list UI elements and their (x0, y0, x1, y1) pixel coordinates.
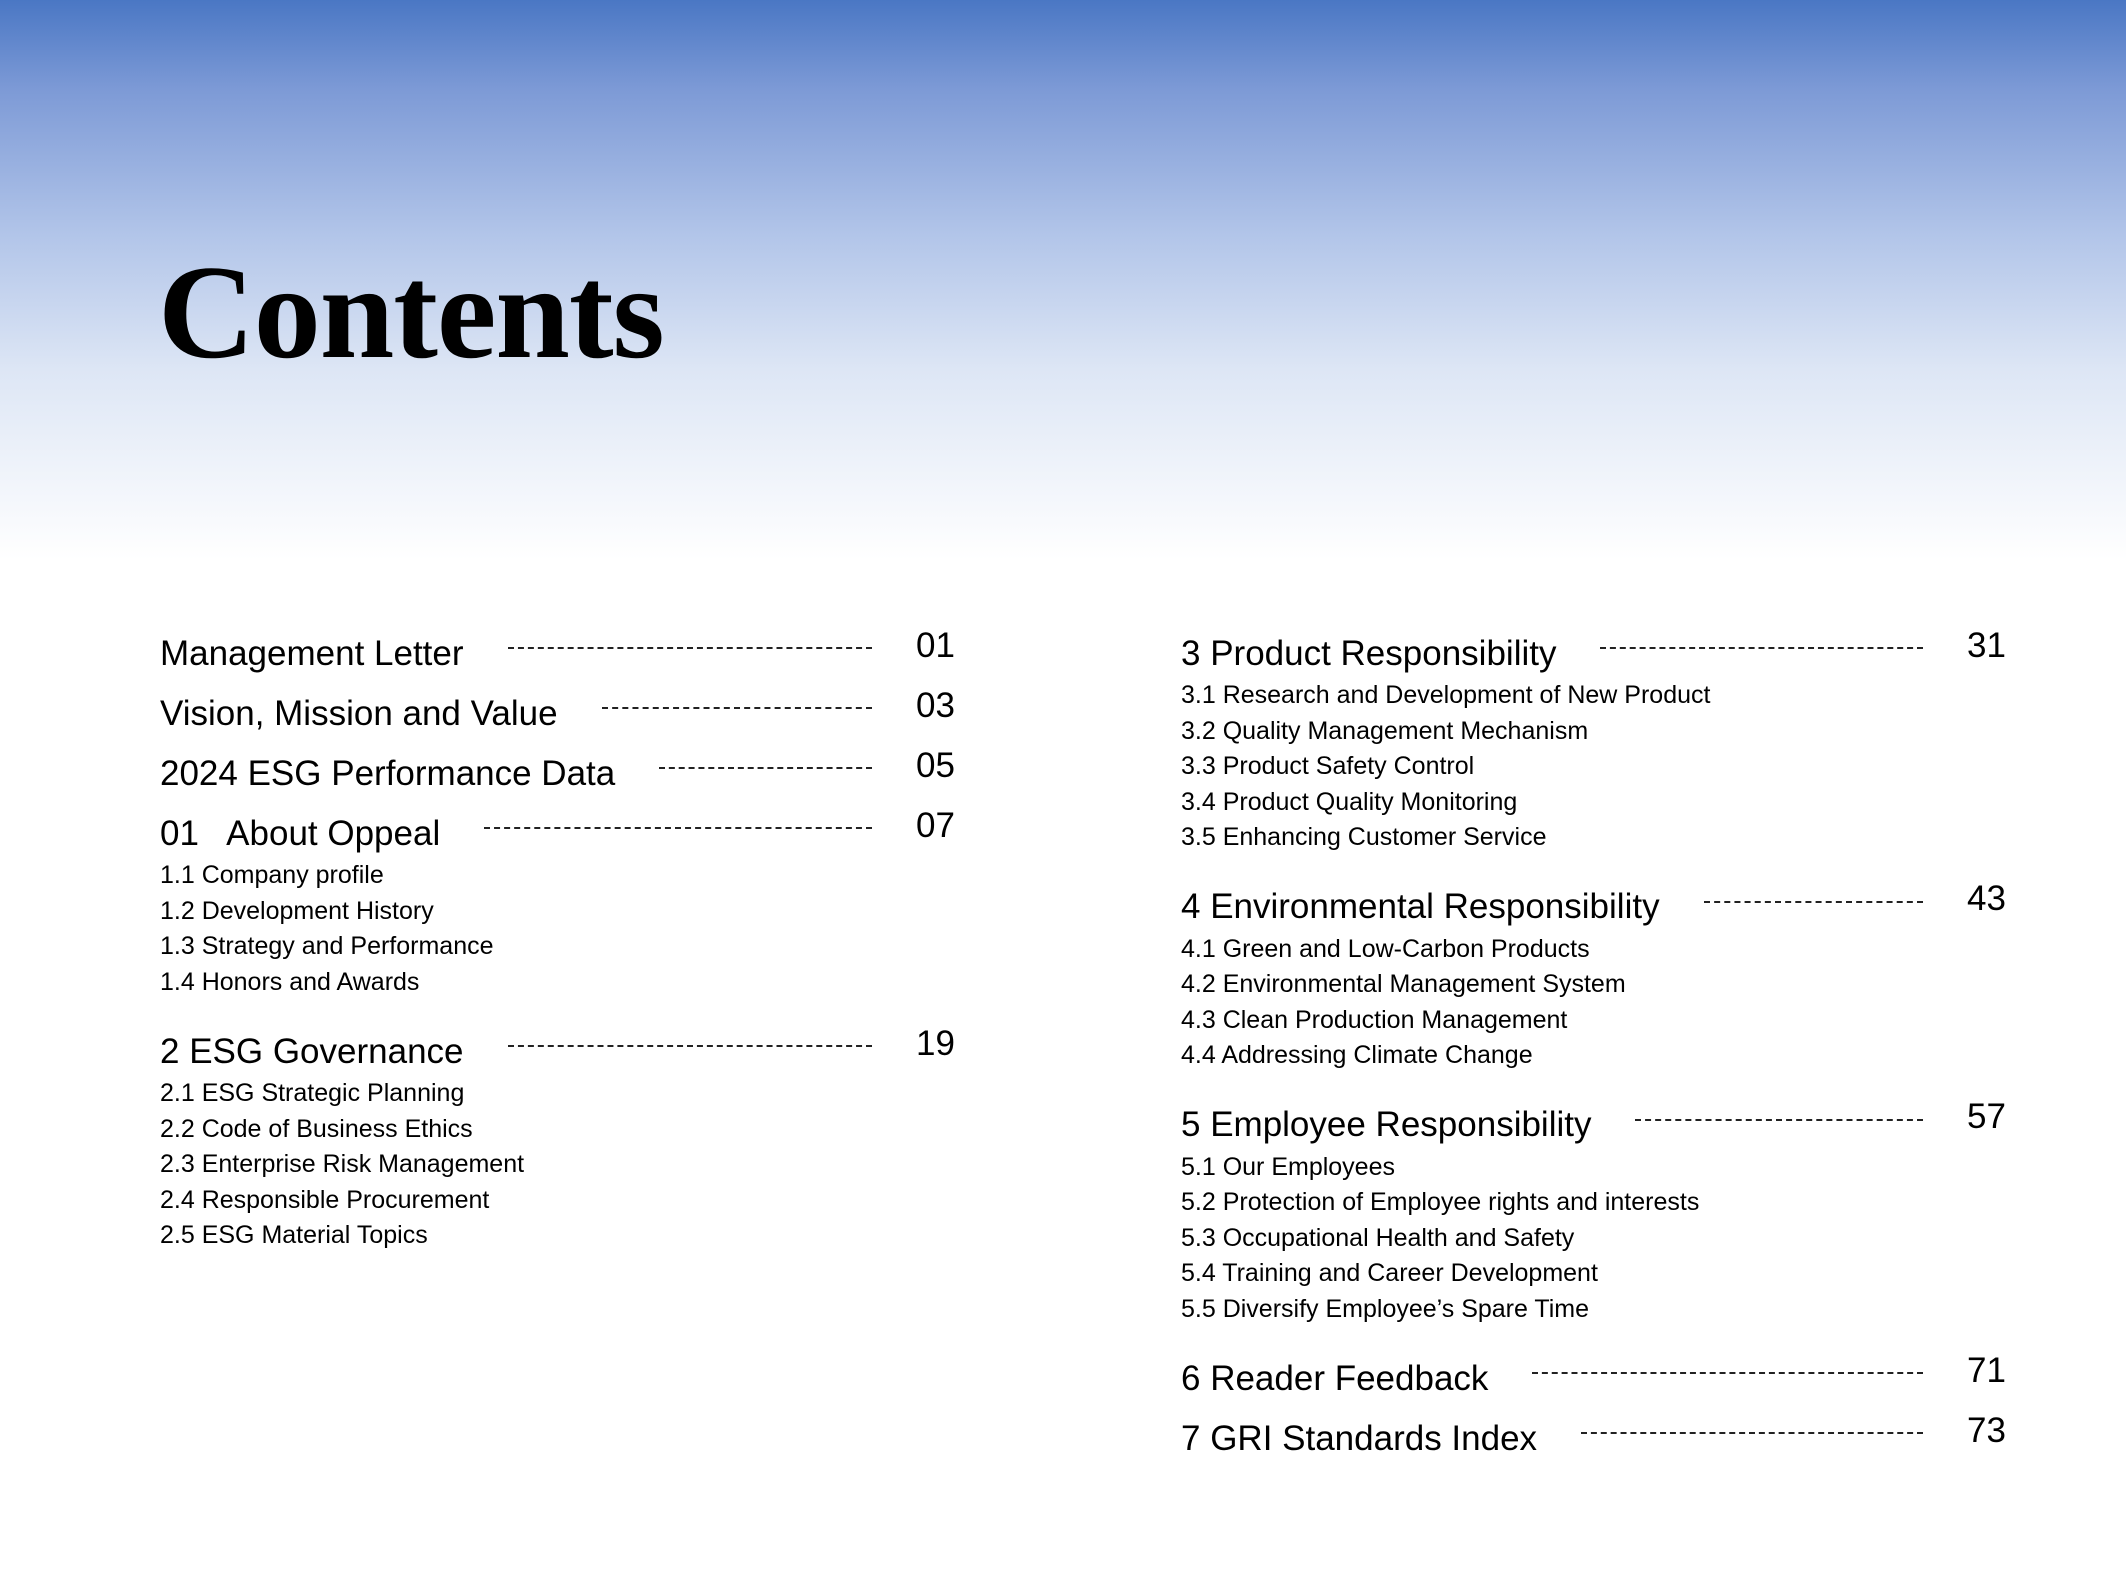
toc-page-number: 19 (916, 1023, 955, 1063)
toc-subsection-item[interactable]: 2.3 Enterprise Risk Management (160, 1150, 525, 1178)
toc-subsection-item[interactable]: 4.1 Green and Low-Carbon Products (1181, 934, 1590, 963)
toc-subsection-item[interactable]: 2.2 Code of Business Ethics (160, 1114, 473, 1143)
dotted-leader (1635, 1119, 1923, 1121)
toc-section-management-letter[interactable] (160, 618, 960, 678)
toc-entry-title[interactable]: 6 Reader Feedback (1181, 1358, 1489, 1398)
toc-subsection-item[interactable]: 5.1 Our Employees (1181, 1152, 1395, 1181)
toc-subsection-list (160, 858, 960, 1000)
toc-section-reader-feedback[interactable] (1181, 1343, 2006, 1403)
toc-subsection-item[interactable]: 1.2 Development History (160, 896, 434, 925)
toc-entry[interactable] (1181, 1403, 2006, 1463)
toc-subsection-item[interactable]: 5.5 Diversify Employee’s Spare Time (1181, 1294, 1590, 1323)
toc-entry-title[interactable]: Vision, Mission and Value (160, 693, 558, 733)
spacer (1181, 856, 1981, 872)
toc-subsection-item[interactable]: 3.1 Research and Development of New Product (1181, 681, 1711, 709)
toc-page-number: 43 (1967, 879, 2006, 918)
toc-entry[interactable] (160, 678, 960, 738)
dotted-leader (1704, 901, 1923, 903)
toc-entry[interactable] (160, 1016, 960, 1076)
toc-subsection-item[interactable]: 4.3 Clean Production Management (1181, 1005, 1568, 1034)
toc-entry[interactable] (1181, 1090, 2006, 1150)
toc-page-number: 03 (916, 685, 955, 725)
toc-subsection-item[interactable]: 3.5 Enhancing Customer Service (1181, 823, 1547, 851)
toc-section-environmental-responsibility[interactable] (1181, 872, 2006, 1090)
toc-page-number: 57 (1967, 1097, 2006, 1136)
dotted-leader (602, 707, 872, 709)
toc-entry[interactable] (160, 798, 960, 858)
toc-subsection-list (1181, 678, 1981, 856)
dotted-leader (1600, 647, 1923, 649)
toc-subsection-list (160, 1076, 960, 1254)
toc-entry-title[interactable]: 5 Employee Responsibility (1181, 1105, 1592, 1144)
toc-page-number: 71 (1967, 1350, 2006, 1390)
toc-subsection-item[interactable]: 5.2 Protection of Employee rights and interests (1181, 1188, 1700, 1216)
spacer (1181, 1327, 1981, 1343)
toc-subsection-item[interactable]: 3.4 Product Quality Monitoring (1181, 787, 1518, 816)
toc-section-esg-governance[interactable] (160, 1016, 960, 1254)
toc-entry[interactable] (160, 738, 960, 798)
toc-subsection-list (1181, 932, 1981, 1074)
toc-subsection-item[interactable]: 3.3 Product Safety Control (1181, 752, 1475, 780)
toc-subsection-item[interactable]: 5.4 Training and Career Development (1181, 1259, 1598, 1287)
toc-page-number: 73 (1967, 1410, 2006, 1450)
toc-page-number: 05 (916, 745, 955, 785)
dotted-leader (508, 1045, 873, 1047)
toc-section-performance-data[interactable] (160, 738, 960, 798)
spacer (1181, 1074, 1981, 1090)
toc-entry-title[interactable]: Management Letter (160, 633, 464, 673)
dotted-leader (484, 827, 872, 829)
toc-subsection-item[interactable]: 1.4 Honors and Awards (160, 967, 420, 996)
page-title: Contents (158, 238, 664, 386)
toc-subsection-item[interactable]: 5.3 Occupational Health and Safety (1181, 1223, 1575, 1252)
toc-entry-title[interactable]: 2024 ESG Performance Data (160, 753, 616, 793)
dotted-leader (659, 767, 872, 769)
toc-subsection-item[interactable]: 4.4 Addressing Climate Change (1181, 1041, 1533, 1069)
toc-left-column (160, 618, 960, 1254)
toc-subsection-item[interactable]: 2.5 ESG Material Topics (160, 1221, 428, 1249)
toc-entry-title[interactable]: 01 About Oppeal (160, 813, 441, 853)
dotted-leader (1532, 1372, 1923, 1374)
toc-entry[interactable] (1181, 618, 2006, 678)
toc-entry[interactable] (1181, 1343, 2006, 1403)
toc-section-employee-responsibility[interactable] (1181, 1090, 2006, 1344)
dotted-leader (508, 647, 872, 649)
toc-entry-title[interactable]: 3 Product Responsibility (1181, 633, 1557, 673)
toc-right-column (1181, 618, 2006, 1463)
spacer (160, 1000, 960, 1016)
toc-subsection-item[interactable]: 2.4 Responsible Procurement (160, 1185, 490, 1214)
toc-entry[interactable] (160, 618, 960, 678)
toc-subsection-item[interactable]: 1.1 Company profile (160, 861, 384, 889)
toc-entry-title[interactable]: 2 ESG Governance (160, 1031, 464, 1071)
toc-section-vision[interactable] (160, 678, 960, 738)
toc-section-gri-index[interactable] (1181, 1403, 2006, 1463)
toc-section-product-responsibility[interactable] (1181, 618, 2006, 872)
toc-entry-title[interactable]: 7 GRI Standards Index (1181, 1418, 1538, 1458)
toc-page-number: 01 (916, 625, 955, 665)
toc-subsection-item[interactable]: 3.2 Quality Management Mechanism (1181, 716, 1589, 745)
toc-page-number: 07 (916, 805, 955, 845)
toc-entry[interactable] (1181, 872, 2006, 932)
toc-subsection-item[interactable]: 2.1 ESG Strategic Planning (160, 1079, 465, 1107)
toc-subsection-item[interactable]: 4.2 Environmental Management System (1181, 970, 1626, 998)
toc-page-number: 31 (1967, 625, 2006, 665)
toc-entry-title[interactable]: 4 Environmental Responsibility (1181, 887, 1660, 926)
toc-section-about-oppeal[interactable] (160, 798, 960, 1016)
toc-subsection-item[interactable]: 1.3 Strategy and Performance (160, 932, 494, 960)
toc-subsection-list (1181, 1150, 1981, 1328)
dotted-leader (1581, 1432, 1923, 1434)
